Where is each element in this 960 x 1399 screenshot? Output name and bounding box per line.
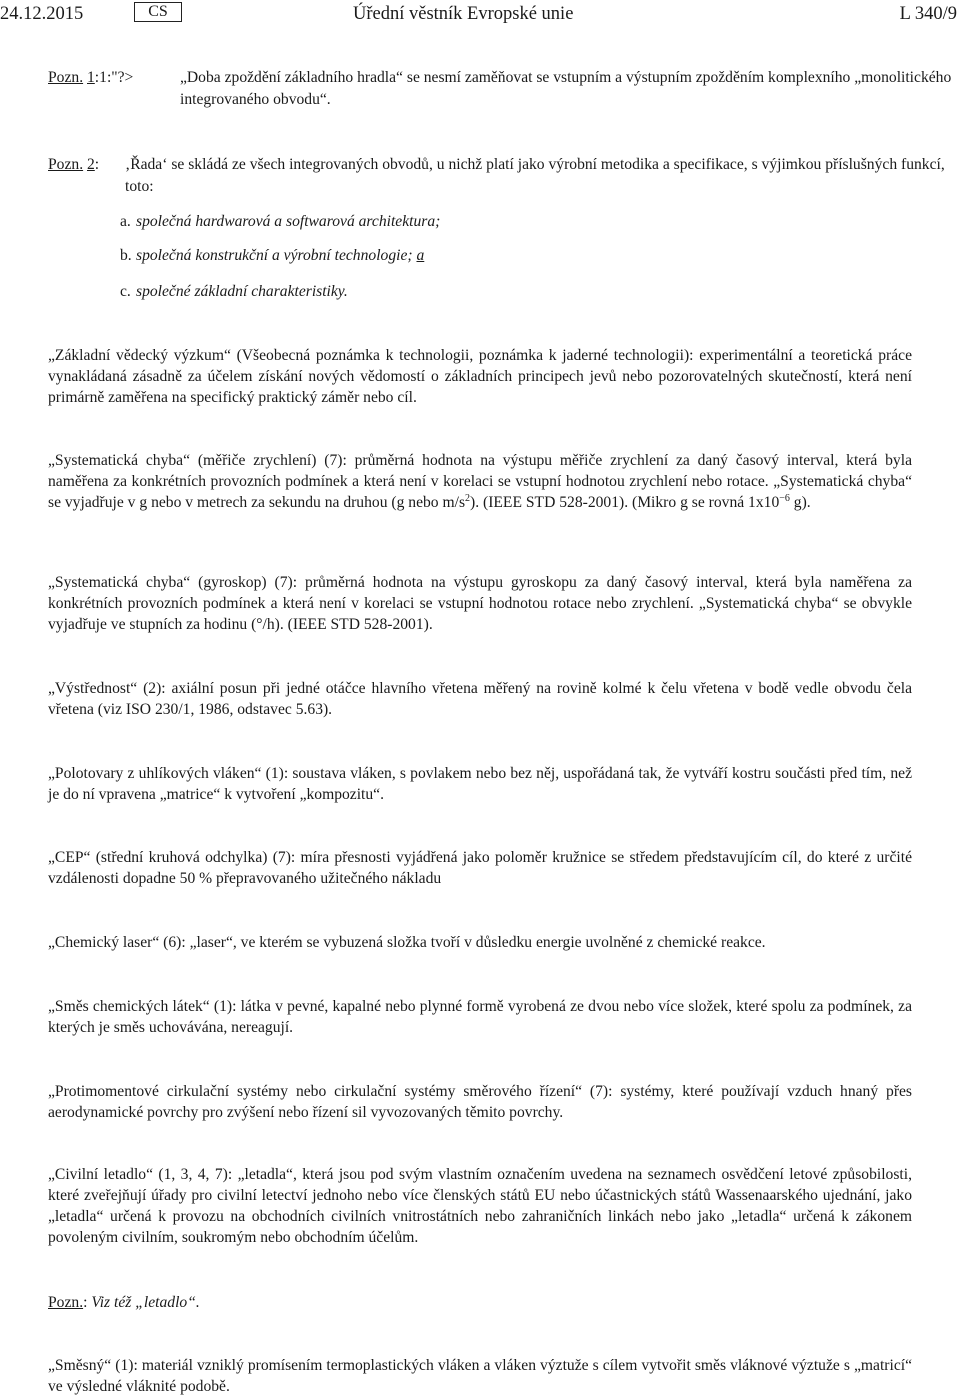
journal-title: Úřední věstník Evropské unie [353, 4, 574, 24]
definition-polotovary: „Polotovary z uhlíkových vláken“ (1): soustava vláken, s povlakem nebo bez něj, uspořádaná tak, že vytváří kostru součásti před tím, než je do ní vpravena „matrice“ k vytvoření „kompozitu“. [48, 765, 912, 803]
definition-protimomentove: „Protimomentové cirkulační systémy nebo cirkulační systémy směrového řízení“ (7): systémy, které používají vzduch hnaný přes aerodynamické povrchy pro zvýšení nebo řízení sil vyvozovaných těmito povrchy. [48, 1083, 912, 1121]
note-1-text: „Doba zpoždění základního hradla“ se nesmí zaměňovat se vstupním a výstupním zpožděním komplexního „monolitického integrovaného obvodu“. [180, 69, 952, 108]
pozn-link[interactable]: Pozn. [48, 1294, 84, 1311]
note-2-label[interactable]: Pozn. 2: [48, 156, 100, 173]
page-reference: L 340/9 [899, 4, 957, 24]
note-1-label[interactable]: Pozn. 1:1:"?> [48, 69, 134, 86]
note-2-text: ‚Řada‘ se skládá ze všech integrovaných obvodů, u nichž platí jako výrobní metodika a specifikace, s výjimkou příslušných funkcí, toto: [125, 156, 945, 195]
list-item-b: b. společná konstrukční a výrobní technologie; a [120, 247, 425, 264]
note-pozn-letadlo: Pozn.: Viz též „letadlo“. [48, 1294, 200, 1311]
publication-date: 24.12.2015 [0, 4, 84, 24]
definition-systematicka-chyba-gyroskop: „Systematická chyba“ (gyroskop) (7): průměrná hodnota na výstupu gyroskopu za daný časový interval, která byla naměřena za konkrétních provozních podmínek a která není v korelaci se vstupní hodnotou rotace nebo zrychlení. „Systematická chyba“ se obvykle vyjadřuje ve stupních za hodinu (°/h). (IEEE STD 528-2001). [48, 574, 912, 633]
definition-vystrednost: „Výstřednost“ (2): axiální posun při jedné otáčce hlavního vřetena měřený na rovině kolmé k čelu vřetena v bodě vedle obvodu čela vřetena (viz ISO 230/1, 1986, odstavec 5.63). [48, 680, 912, 718]
page-header [0, 2, 960, 28]
definition-smes-chemickych-latek: „Směs chemických látek“ (1): látka v pevné, kapalné nebo plynné formě vyrobená ze dvou nebo více složek, které spolu za podmínek, za kterých je směs uchovávána, nereagují. [48, 998, 912, 1036]
definition-smesny: „Směsný“ (1): materiál vzniklý promísením termoplastických vláken a vláken výztuže s cílem vytvořit směs vláknové výztuže s „matricí“ ve výsledné vláknité podobě. [48, 1357, 912, 1395]
definition-civilni-letadlo: „Civilní letadlo“ (1, 3, 4, 7): „letadla“, která jsou pod svým vlastním označením uvedena na seznamech osvědčení letové způsobilosti, které zveřejňují úřady pro civilní letectví jednoho nebo více členských států EU nebo účastnických států Wassenaarského ujednání, jako „letadla“ určená k provozu na obchodních civilních vnitrostátních nebo zahraničních linkách nebo jako „letadla“ určená k zákonem povoleným civilním, soukromým nebo obchodním účelům. [48, 1166, 912, 1246]
language-badge: CS [134, 2, 182, 22]
list-item-c: c. společné základní charakteristiky. [120, 283, 348, 300]
definition-systematicka-chyba-merice: „Systematická chyba“ (měřiče zrychlení) (7): průměrná hodnota na výstupu měřiče zrychlení za daný časový interval, která byla naměřena za konkrétních provozních podmínek a která není v korelaci se vstupní hodnotou zrychlení nebo rotace. „Systematická chyba“ se vyjadřuje v g nebo v metrech za sekundu na druhou (g nebo $m/s^2$). (IEEE STD 528-2001). (Mikro g se rovná $1x10^{-6}$ g). [48, 452, 912, 511]
list-item-a: a. společná hardwarová a softwarová architektura; [120, 213, 441, 230]
definition-zakladni-vyzkum: „Základní vědecký výzkum“ (Všeobecná poznámka k technologii, poznámka k jaderné technologii): experimentální a teoretická práce vynakládaná zásadně za účelem získání nových vědomostí o základních principech jevů nebo pozorovatelných skutečností, která není primárně zaměřena na specifický praktický záměr nebo cíl. [48, 347, 912, 406]
definition-cep: „CEP“ (střední kruhová odchylka) (7): míra přesnosti vyjádřená jako poloměr kružnice se středem představujícím cíl, do které z určité vzdálenosti dopadne 50 % přepravovaného užitečného nákladu [48, 849, 912, 887]
definition-chemicky-laser: „Chemický laser“ (6): „laser“, ve kterém se vybuzená složka tvoří v důsledku energie uvolněné z chemické reakce. [48, 934, 766, 951]
